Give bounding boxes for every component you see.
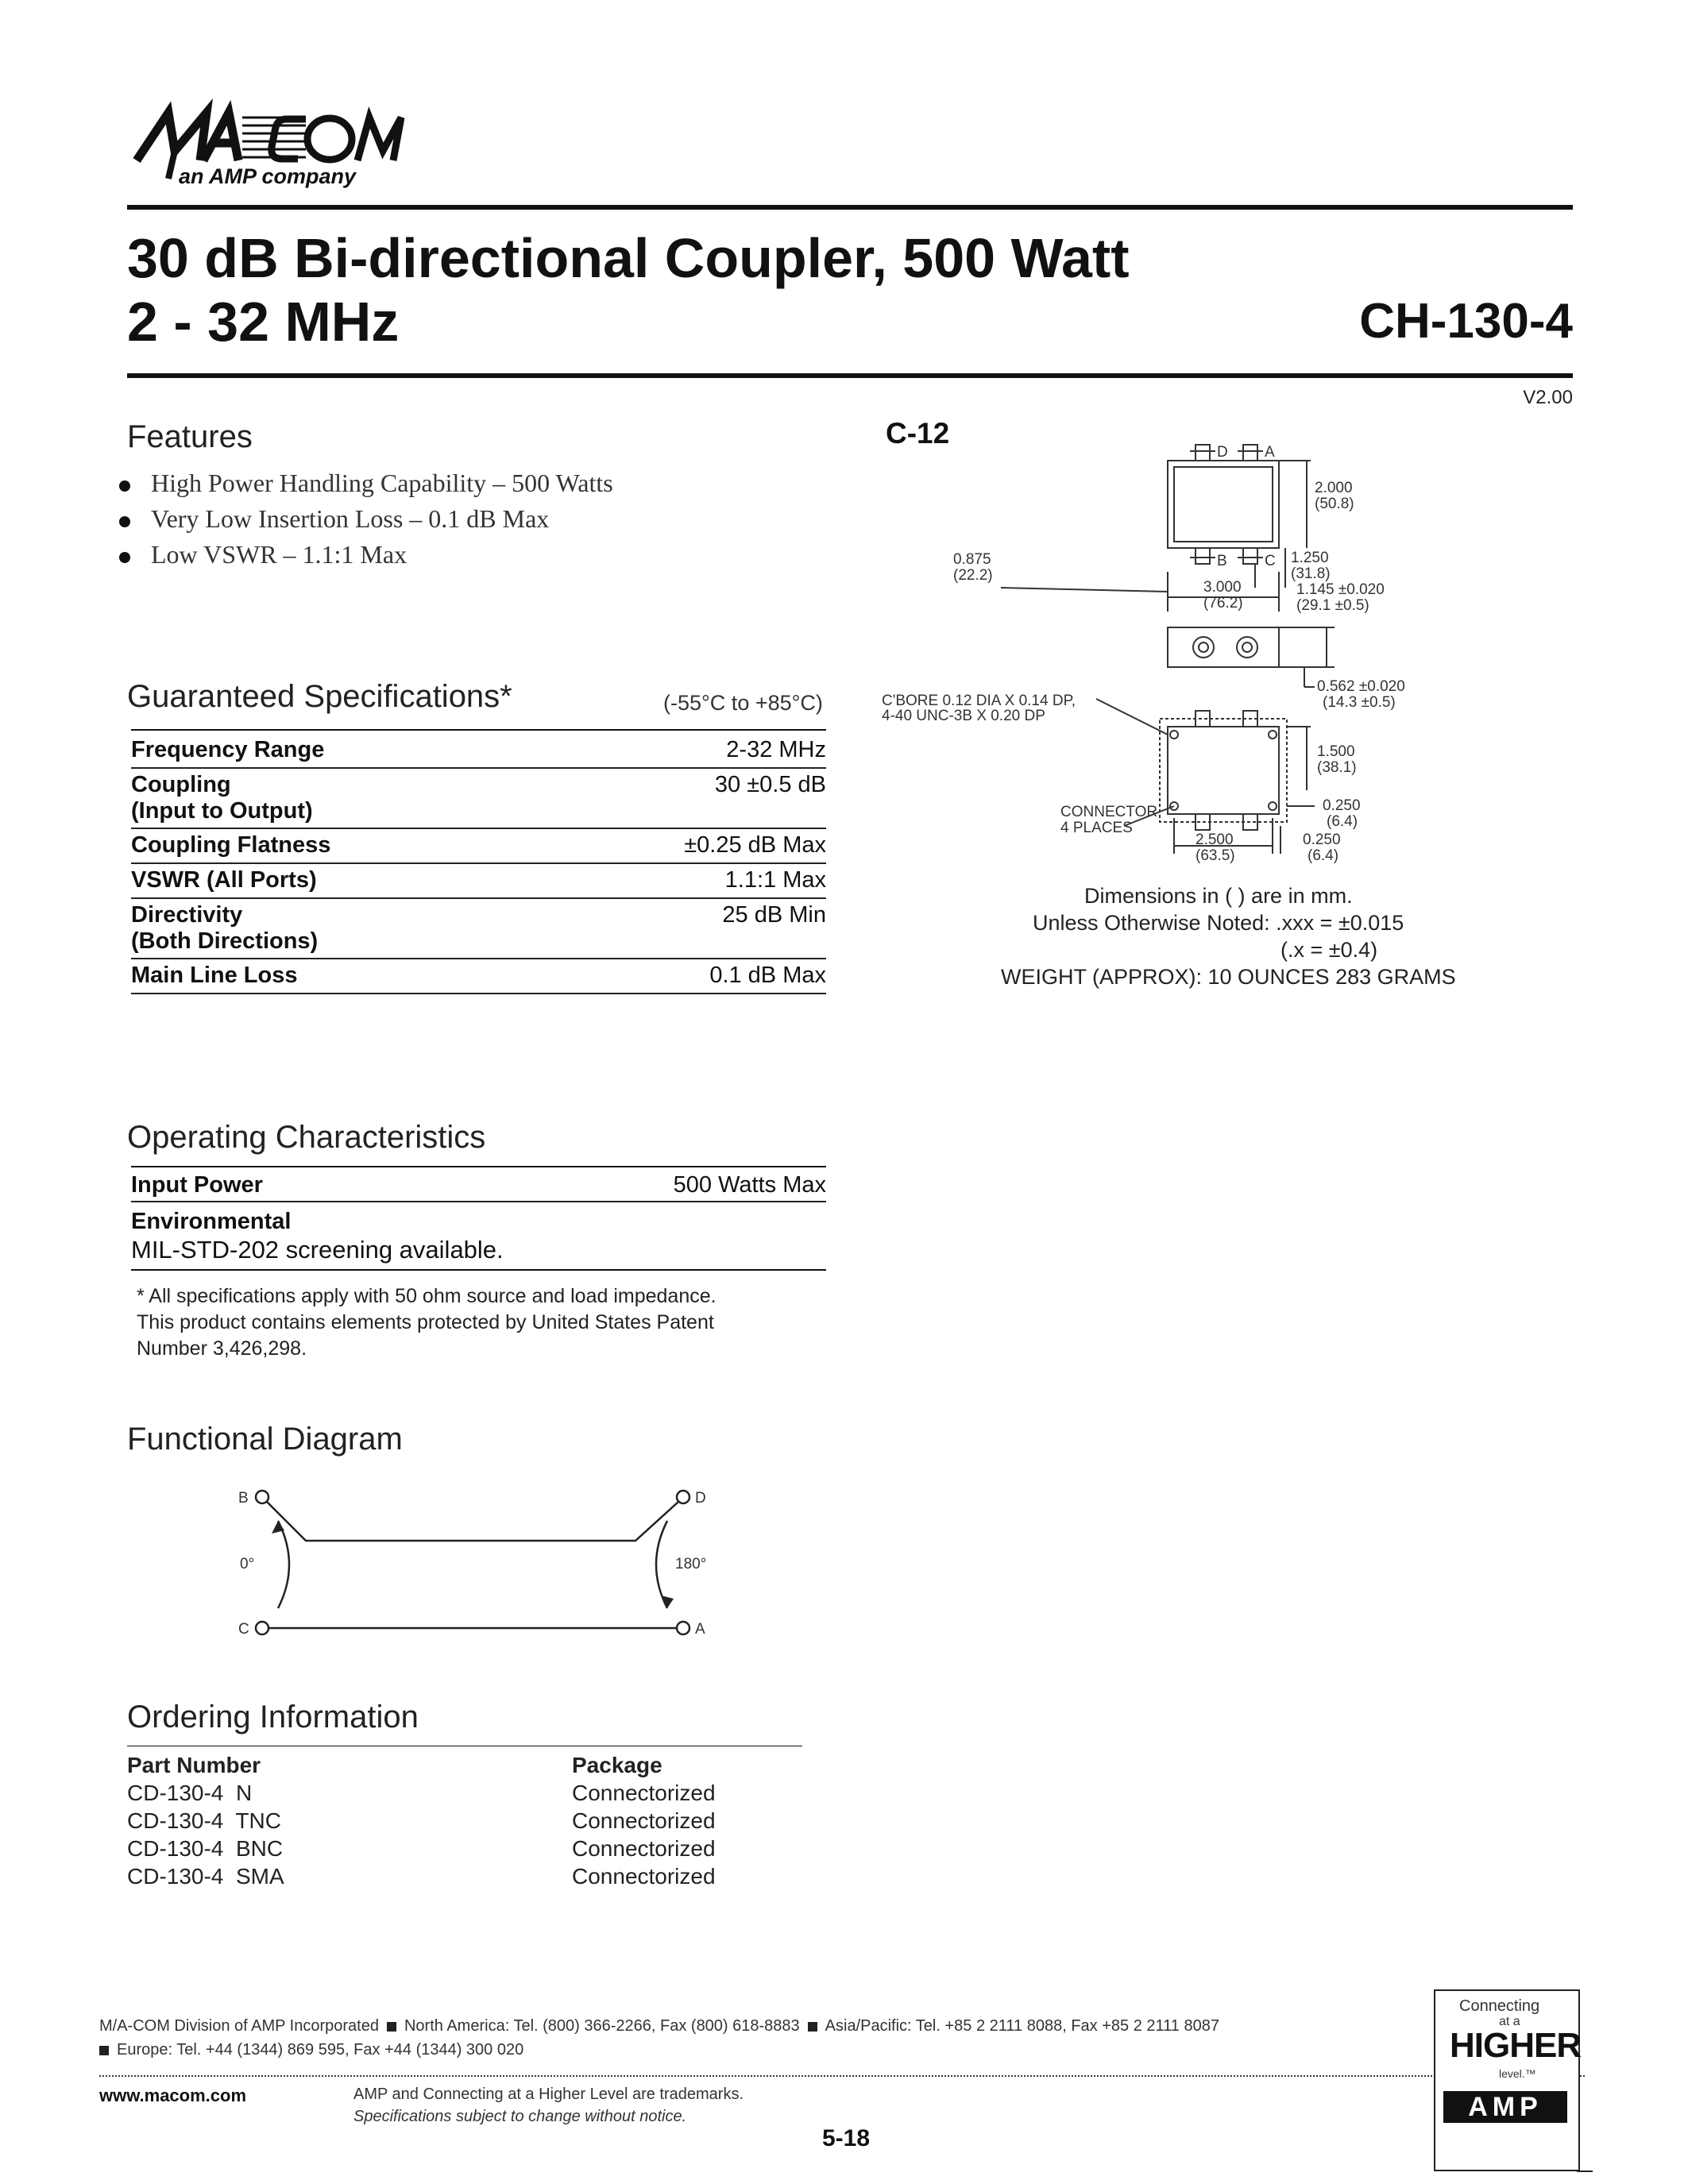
footer-website[interactable]: www.macom.com <box>99 2086 247 2105</box>
drawing-note-1: Dimensions in ( ) are in mm. <box>1084 884 1353 908</box>
dim-2000: 2.000 <box>1315 480 1353 496</box>
dim-0250b: 0.250 <box>1303 832 1341 848</box>
dim-0562-mm: (14.3 ±0.5) <box>1323 694 1396 711</box>
ordering-col-package-header: Package <box>572 1753 662 1777</box>
spec-label-sub: (Input to Output) <box>131 798 313 824</box>
connector-note-line1: CONNECTOR <box>1060 804 1158 820</box>
ordering-row <box>0 1779 874 1807</box>
case-label: C-12 <box>886 417 950 450</box>
spec-label: Directivity <box>131 902 243 928</box>
dim-0250a: 0.250 <box>1323 797 1361 814</box>
spec-value: 0.1 dB Max <box>709 963 826 988</box>
specs-heading: Guaranteed Specifications* <box>127 679 512 714</box>
footer-north-america: North America: Tel. (800) 366-2266, Fax (800) 618-8883 <box>404 2017 800 2035</box>
spec-label: Coupling Flatness <box>131 832 331 858</box>
header-rule-bottom <box>127 373 1573 378</box>
footer-dotted-rule <box>99 2075 1585 2077</box>
footnote-line3: Number 3,426,298. <box>137 1337 307 1360</box>
top-view-body <box>1168 461 1279 548</box>
footer-contact-line2 <box>91 2041 523 2059</box>
dim-0250a-mm: (6.4) <box>1327 813 1358 830</box>
ordering-package: Connectorized <box>572 1864 716 1889</box>
fd-port-a: A <box>695 1621 705 1638</box>
feature-item: Low VSWR – 1.1:1 Max <box>119 540 407 569</box>
footer-asia: Asia/Pacific: Tel. +85 2 2111 8088, Fax +85 2 2111 8087 <box>825 2017 1219 2035</box>
drawing-note-2: Unless Otherwise Noted: .xxx = ±0.015 <box>1033 911 1404 935</box>
features-heading: Features <box>127 419 253 454</box>
page-number: 5-18 <box>822 2125 871 2151</box>
spec-row-flatness <box>131 832 826 864</box>
spec-row-directivity <box>131 902 826 959</box>
spec-value: 30 ±0.5 dB <box>714 772 826 797</box>
spec-label-sub: (Both Directions) <box>131 928 319 954</box>
page-title-line2: 2 - 32 MHz <box>127 291 400 353</box>
op-row-input-power <box>131 1172 826 1202</box>
dim-3000-mm: (76.2) <box>1203 595 1243 612</box>
badge-line3: HIGHER <box>1450 2026 1582 2065</box>
drawing-note-4: WEIGHT (APPROX): 10 OUNCES 283 GRAMS <box>1001 965 1456 989</box>
bullet-icon <box>119 552 130 563</box>
port-label-d: D <box>1217 444 1228 461</box>
dim-1250: 1.250 <box>1291 550 1329 566</box>
ordering-package: Connectorized <box>572 1836 716 1861</box>
bottom-view-body <box>1168 727 1279 814</box>
footer-division: M/A-COM Division of AMP Incorporated <box>99 2017 379 2035</box>
ordering-part: CD-130-4 SMA <box>127 1864 284 1889</box>
spec-row-coupling <box>131 772 826 829</box>
port-label-c: C <box>1265 553 1276 569</box>
ordering-heading: Ordering Information <box>127 1700 419 1734</box>
dim-1250-mm: (31.8) <box>1291 565 1331 582</box>
footnote-line2: This product contains elements protected by United States Patent <box>137 1311 714 1333</box>
feature-item: High Power Handling Capability – 500 Watts <box>119 469 613 498</box>
footer-disclaimer: Specifications subject to change without notice. <box>353 2108 687 2125</box>
cbore-note-line1: C'BORE 0.12 DIA X 0.14 DP, <box>882 693 1076 709</box>
footer-trademark: AMP and Connecting at a Higher Level are trademarks. <box>353 2086 744 2103</box>
ordering-col-part-header: Part Number <box>127 1753 261 1777</box>
header-rule-top <box>127 205 1573 210</box>
dim-1145: 1.145 ±0.020 <box>1296 581 1385 598</box>
functional-diagram <box>230 1473 739 1648</box>
drawing-note-3: (.x = ±0.4) <box>1280 938 1378 962</box>
op-environmental-text: MIL-STD-202 screening available. <box>131 1236 504 1264</box>
spec-value: 25 dB Min <box>722 902 826 928</box>
dim-0250b-mm: (6.4) <box>1308 847 1339 864</box>
operating-heading: Operating Characteristics <box>127 1120 486 1155</box>
page-title-line1: 30 dB Bi-directional Coupler, 500 Watt <box>127 227 1130 289</box>
functional-heading: Functional Diagram <box>127 1422 403 1457</box>
version-label: V2.00 <box>1523 387 1573 408</box>
footnote-line1: * All specifications apply with 50 ohm source and load impedance. <box>137 1285 717 1307</box>
badge-line2: at a <box>1499 2015 1520 2028</box>
badge-line1: Connecting <box>1459 1997 1540 2015</box>
ordering-row <box>0 1835 874 1862</box>
square-bullet-icon <box>387 2022 396 2032</box>
ordering-package: Connectorized <box>572 1808 716 1833</box>
port-label-b: B <box>1217 553 1227 569</box>
footer-europe: Europe: Tel. +44 (1344) 869 595, Fax +44 (1344) 300 020 <box>117 2041 524 2059</box>
footer-contact-line1 <box>99 2017 1219 2035</box>
ordering-row <box>0 1807 874 1835</box>
feature-item: Very Low Insertion Loss – 0.1 dB Max <box>119 504 549 534</box>
spec-value: 2-32 MHz <box>726 737 826 762</box>
ordering-row <box>0 1862 874 1890</box>
dim-2000-mm: (50.8) <box>1315 496 1354 512</box>
dim-1500-mm: (38.1) <box>1317 759 1357 776</box>
spec-row-mainline <box>131 963 826 994</box>
dim-0875: 0.875 <box>953 551 991 568</box>
higher-level-badge <box>1434 1989 1580 2171</box>
ordering-part: CD-130-4 TNC <box>127 1808 281 1833</box>
connector-note-line2: 4 PLACES <box>1060 820 1133 836</box>
operating-bottom-rule <box>131 1269 826 1271</box>
amp-logo: AMP <box>1443 2091 1567 2123</box>
part-number: CH-130-4 <box>1359 294 1573 349</box>
square-bullet-icon <box>99 2046 109 2055</box>
spec-label: VSWR (All Ports) <box>131 867 317 893</box>
op-label: Input Power <box>131 1172 263 1198</box>
bullet-icon <box>119 480 130 492</box>
fd-port-c: C <box>238 1621 249 1638</box>
fd-port-b: B <box>238 1490 249 1507</box>
spec-value: 1.1:1 Max <box>724 867 826 893</box>
op-environmental-label: Environmental <box>131 1209 292 1234</box>
ordering-part: CD-130-4 N <box>127 1781 253 1805</box>
badge-corner-rule <box>1577 2170 1593 2172</box>
ordering-part: CD-130-4 BNC <box>127 1836 284 1861</box>
cbore-note-line2: 4-40 UNC-3B X 0.20 DP <box>882 708 1045 724</box>
spec-row-frequency <box>131 737 826 769</box>
specs-temp-range: (-55°C to +85°C) <box>663 691 823 715</box>
square-bullet-icon <box>808 2022 817 2032</box>
dim-0562: 0.562 ±0.020 <box>1317 678 1405 695</box>
fd-port-d: D <box>695 1490 706 1507</box>
operating-top-rule <box>131 1166 826 1167</box>
fd-phase-left: 0° <box>240 1556 255 1572</box>
dim-0875-mm: (22.2) <box>953 567 993 584</box>
fd-phase-right: 180° <box>675 1556 707 1572</box>
dim-1145-mm: (29.1 ±0.5) <box>1296 597 1369 614</box>
spec-label: Coupling <box>131 772 231 797</box>
dim-2500-mm: (63.5) <box>1196 847 1235 864</box>
spec-value: ±0.25 dB Max <box>684 832 826 858</box>
ordering-package: Connectorized <box>572 1781 716 1805</box>
side-view-body <box>1168 627 1279 667</box>
dim-1500: 1.500 <box>1317 743 1355 760</box>
badge-line4: level.™ <box>1499 2067 1536 2080</box>
port-label-a: A <box>1265 444 1275 461</box>
logo-tagline: an AMP company <box>179 164 357 188</box>
bullet-icon <box>119 516 130 527</box>
spec-label: Main Line Loss <box>131 963 298 988</box>
op-value: 500 Watts Max <box>673 1172 826 1198</box>
specs-top-rule <box>131 729 826 731</box>
dim-2500: 2.500 <box>1196 832 1234 848</box>
spec-label: Frequency Range <box>131 737 325 762</box>
spec-row-vswr <box>131 867 826 899</box>
dim-3000: 3.000 <box>1203 579 1242 596</box>
